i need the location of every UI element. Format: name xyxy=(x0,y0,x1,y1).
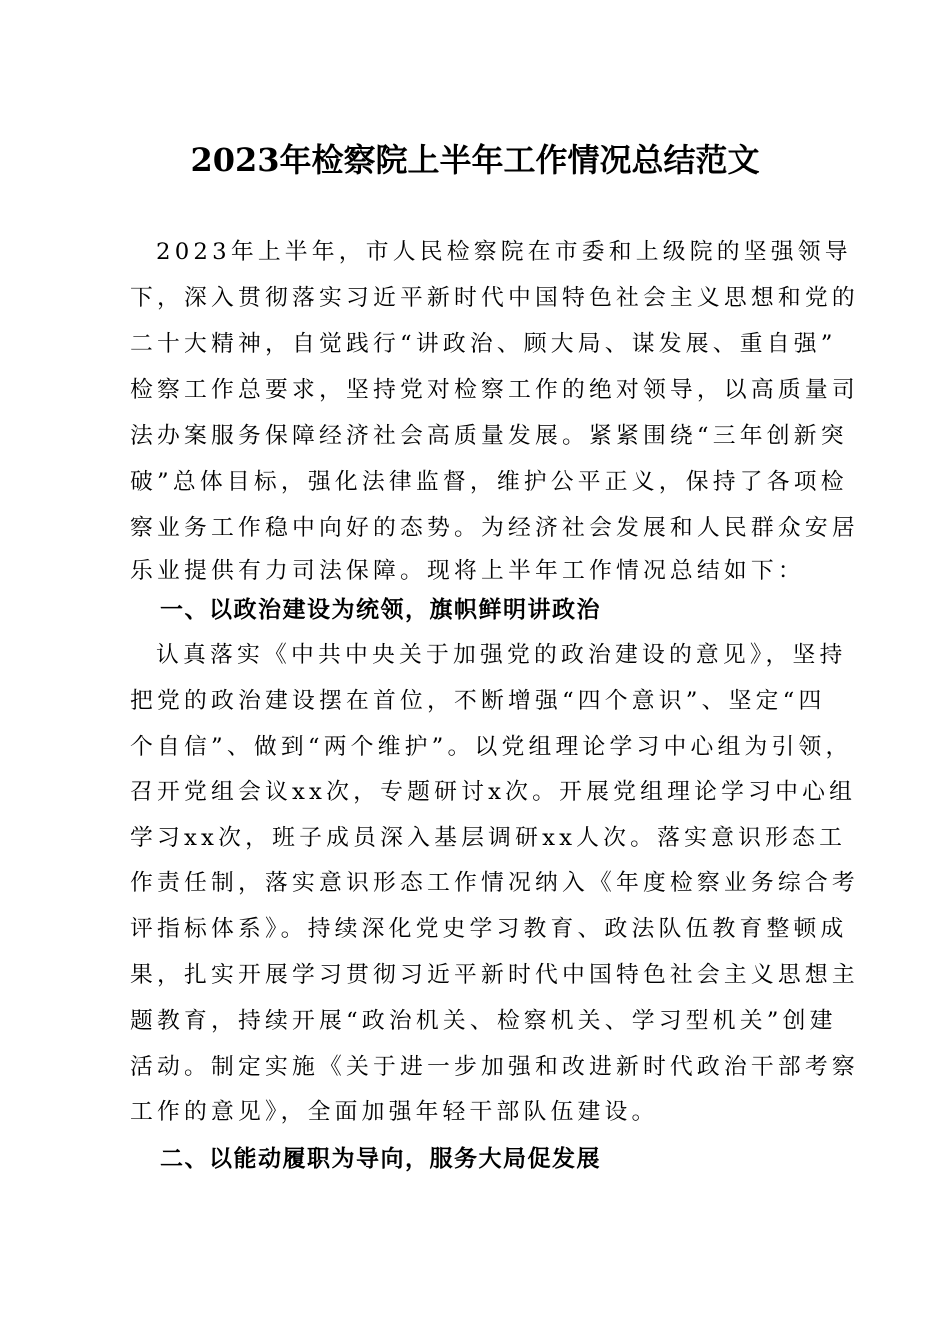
intro-line: 下，深入贯彻落实习近平新时代中国特色社会主义思想和党的 xyxy=(130,285,859,311)
section-heading: 二、以能动履职为导向，服务大局促发展 xyxy=(160,1146,601,1172)
section-heading: 一、以政治建设为统领，旗帜鲜明讲政治 xyxy=(160,597,601,623)
intro-line: 破”总体目标，强化法律监督，维护公平正义，保持了各项检 xyxy=(130,469,848,495)
section1-line: 果，扎实开展学习贯彻习近平新时代中国特色社会主义思想主 xyxy=(130,962,859,988)
section1-line: 学习xx次，班子成员深入基层调研xx人次。落实意识形态工 xyxy=(130,825,847,851)
section1-line: 评指标体系》。持续深化党史学习教育、政法队伍教育整顿成 xyxy=(130,916,848,942)
section1-line: 题教育，持续开展“政治机关、检察机关、学习型机关”创建 xyxy=(130,1008,837,1034)
section1-line: 把党的政治建设摆在首位，不断增强“四个意识”、坚定“四 xyxy=(130,688,826,714)
intro-line: 2023年上半年，市人民检察院在市委和上级院的坚强领导 xyxy=(156,239,852,265)
document-title: 2023年检察院上半年工作情况总结范文 xyxy=(190,141,760,179)
section1-line: 工作的意见》，全面加强年轻干部队伍建设。 xyxy=(130,1099,659,1125)
section1-line: 个自信”、做到“两个维护”。以党组理论学习中心组为引领， xyxy=(130,734,853,760)
intro-line: 乐业提供有力司法保障。现将上半年工作情况总结如下： xyxy=(130,558,805,584)
intro-line: 检察工作总要求，坚持党对检察工作的绝对领导，以高质量司 xyxy=(130,377,859,403)
intro-line: 二十大精神，自觉践行“讲政治、顾大局、谋发展、重自强” xyxy=(130,331,837,357)
section1-line: 活动。制定实施《关于进一步加强和改进新时代政治干部考察 xyxy=(130,1054,859,1080)
intro-line: 察业务工作稳中向好的态势。为经济社会发展和人民群众安居 xyxy=(130,515,859,541)
section1-line: 召开党组会议xx次，专题研讨x次。开展党组理论学习中心组 xyxy=(130,779,857,805)
intro-line: 法办案服务保障经济社会高质量发展。紧紧围绕“三年创新突 xyxy=(130,423,848,449)
section1-line: 作责任制，落实意识形态工作情况纳入《年度检察业务综合考 xyxy=(130,870,859,896)
section1-line: 认真落实《中共中央关于加强党的政治建设的意见》，坚持 xyxy=(156,642,847,668)
